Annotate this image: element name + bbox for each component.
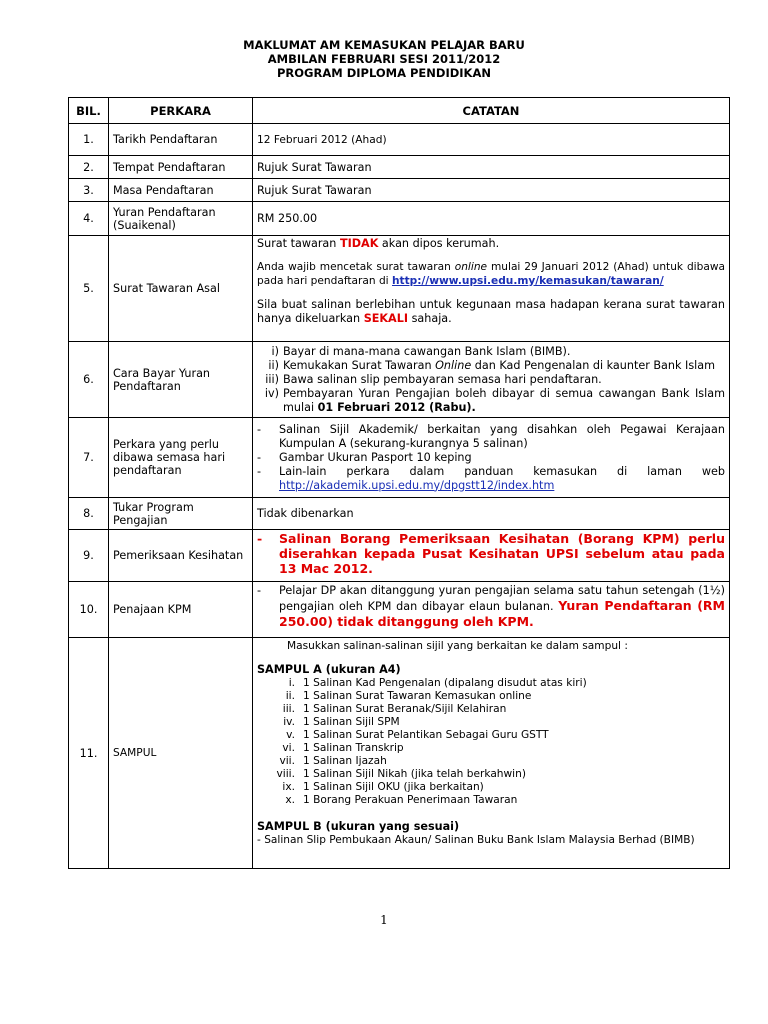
row-catatan: 12 Februari 2012 (Ahad) [253, 124, 730, 156]
row-number: 4. [69, 202, 109, 236]
list-item: x. 1 Borang Perakuan Penerimaan Tawaran [285, 794, 518, 806]
payment-steps [257, 345, 725, 415]
sampul-b-title: SAMPUL B (ukuran yang sesuai) [257, 820, 460, 833]
row-catatan: Tidak dibenarkan [253, 498, 730, 530]
print-offer-note: Anda wajib mencetak surat tawaran online mulai 29 Januari 2012 (Ahad) untuk dibawa pada hari pendaftaran di http://www.upsi.edu.my/kemasukan/tawaran/ [257, 261, 725, 287]
list-item: ii. 1 Salinan Surat Tawaran Kemasukan online [285, 690, 532, 702]
row-number: 10. [69, 582, 109, 638]
info-table [68, 97, 730, 869]
row-number: 9. [69, 530, 109, 582]
row-perkara: Masa Pendaftaran [109, 179, 253, 202]
list-item: iii. 1 Salinan Surat Beranak/Sijil Kelahiran [282, 703, 507, 715]
table-row [69, 179, 730, 202]
row-perkara: SAMPUL [109, 638, 253, 869]
row-perkara: Cara Bayar Yuran Pendaftaran [109, 342, 253, 418]
col-header-perkara: PERKARA [109, 98, 253, 124]
table-row [69, 530, 730, 582]
list-item: vii. 1 Salinan Ijazah [279, 755, 387, 767]
row-perkara: Pemeriksaan Kesihatan [109, 530, 253, 582]
row-perkara: Perkara yang perlu dibawa semasa hari pendaftaran [109, 418, 253, 498]
guide-link[interactable]: http://akademik.upsi.edu.my/dpgstt12/index.htm [279, 478, 555, 492]
list-item: vi. 1 Salinan Transkrip [282, 742, 404, 754]
row-catatan [253, 418, 730, 498]
row-perkara: Tarikh Pendaftaran [109, 124, 253, 156]
table-row [69, 582, 730, 638]
list-item: i. 1 Salinan Kad Pengenalan (dipalang disudut atas kiri) [288, 677, 587, 689]
row-catatan: - Salinan Borang Pemeriksaan Kesihatan (Borang KPM) perlu diserahkan kepada Pusat Kesihatan UPSI sebelum atau pada 13 Mac 2012. [253, 530, 730, 582]
table-header-row [69, 98, 730, 124]
offer-letter-note: Surat tawaran TIDAK akan dipos kerumah. [257, 237, 500, 250]
row-catatan [253, 236, 730, 342]
row-catatan: RM 250.00 [253, 202, 730, 236]
row-catatan [253, 342, 730, 418]
list-item: iii) Bawa salinan slip pembayaran semasa hari pendaftaran. [265, 372, 602, 386]
col-header-bil: BIL. [69, 98, 109, 124]
list-item: viii. 1 Salinan Sijil Nikah (jika telah berkahwin) [276, 768, 526, 780]
list-item: v. 1 Salinan Surat Pelantikan Sebagai Guru GSTT [286, 729, 549, 741]
list-item: iv) Pembayaran Yuran Pengajian boleh dibayar di semua cawangan Bank Islam mulai 01 Februari 2012 (Rabu). [264, 386, 725, 414]
document-header [0, 38, 768, 80]
copy-note: Sila buat salinan berlebihan untuk kegunaan masa hadapan kerana surat tawaran hanya dikeluarkan SEKALI sahaja. [257, 298, 725, 325]
row-number: 6. [69, 342, 109, 418]
table-row [69, 202, 730, 236]
row-perkara: Penajaan KPM [109, 582, 253, 638]
table-row [69, 342, 730, 418]
table-row [69, 418, 730, 498]
row-catatan: Rujuk Surat Tawaran [253, 156, 730, 179]
list-item: iv. 1 Salinan Sijil SPM [283, 716, 400, 728]
row-number: 3. [69, 179, 109, 202]
sampul-a-title: SAMPUL A (ukuran A4) [257, 663, 401, 676]
row-number: 11. [69, 638, 109, 869]
table-row [69, 638, 730, 869]
list-item: ix. 1 Salinan Sijil OKU (jika berkaitan) [282, 781, 484, 793]
row-catatan: Masukkan salinan-salinan sijil yang berkaitan ke dalam sampul : SAMPUL A (ukuran A4) i. 1 Salinan Kad Pengenalan (dipalang disudut atas kiri) ii. 1 Salinan Surat Tawaran Kemasukan online iii. 1 Salinan Surat Beranak/Sijil Kelahiran iv. 1 Salinan Sijil SPM v. 1 Salinan Surat Pelantikan Sebagai Guru GSTT vi. 1 Salinan Transkrip vii. 1 Salinan Ijazah viii. 1 Salinan Sijil Nikah (jika telah berkahwin) ix. 1 Salinan Sijil OKU (jika berkaitan) x. 1 Borang Perakuan Penerimaan Tawaran SAMPUL B (ukuran yang sesuai) - Salinan Slip Pembukaan Akaun/ Salinan Buku Bank Islam Malaysia Berhad (BIMB) [253, 638, 730, 869]
table-row [69, 124, 730, 156]
row-number: 5. [69, 236, 109, 342]
header-line-2: AMBILAN FEBRUARI SESI 2011/2012 [267, 52, 501, 66]
list-item: - Gambar Ukuran Pasport 10 keping [257, 450, 472, 464]
table-row [69, 498, 730, 530]
table-row [69, 156, 730, 179]
header-line-3: PROGRAM DIPLOMA PENDIDIKAN [277, 66, 491, 80]
table-row [69, 236, 730, 342]
col-header-catatan: CATATAN [253, 98, 730, 124]
row-perkara: Tukar Program Pengajian [109, 498, 253, 530]
row-number: 7. [69, 418, 109, 498]
row-number: 1. [69, 124, 109, 156]
row-perkara: Surat Tawaran Asal [109, 236, 253, 342]
list-item: - Salinan Sijil Akademik/ berkaitan yang disahkan oleh Pegawai Kerajaan Kumpulan A (sekurang-kurangnya 5 salinan) [257, 422, 725, 450]
row-number: 2. [69, 156, 109, 179]
sampul-b-text: - Salinan Slip Pembukaan Akaun/ Salinan Buku Bank Islam Malaysia Berhad (BIMB) [257, 834, 695, 846]
list-item: - Lain-lain perkara dalam panduan kemasukan di laman web http://akademik.upsi.edu.my/dpgstt12/index.htm [257, 464, 725, 492]
row-number: 8. [69, 498, 109, 530]
header-line-1: MAKLUMAT AM KEMASUKAN PELAJAR BARU [243, 38, 525, 52]
row-perkara: Yuran Pendaftaran (Suaikenal) [109, 202, 253, 236]
offer-letter-link[interactable]: http://www.upsi.edu.my/kemasukan/tawaran/ [392, 275, 664, 287]
row-catatan: - Pelajar DP akan ditanggung yuran pengajian selama satu tahun setengah (1½) pengajian oleh KPM dan dibayar elaun bulanan. Yuran Pendaftaran (RM 250.00) tidak ditanggung oleh KPM. [253, 582, 730, 638]
page-number: 1 [380, 913, 388, 927]
sampul-a-list [257, 677, 725, 807]
list-item: ii) Kemukakan Surat Tawaran Online dan Kad Pengenalan di kaunter Bank Islam [268, 358, 716, 372]
row-perkara: Tempat Pendaftaran [109, 156, 253, 179]
list-item: i) Bayar di mana-mana cawangan Bank Islam (BIMB). [271, 344, 571, 358]
row-catatan: Rujuk Surat Tawaran [253, 179, 730, 202]
